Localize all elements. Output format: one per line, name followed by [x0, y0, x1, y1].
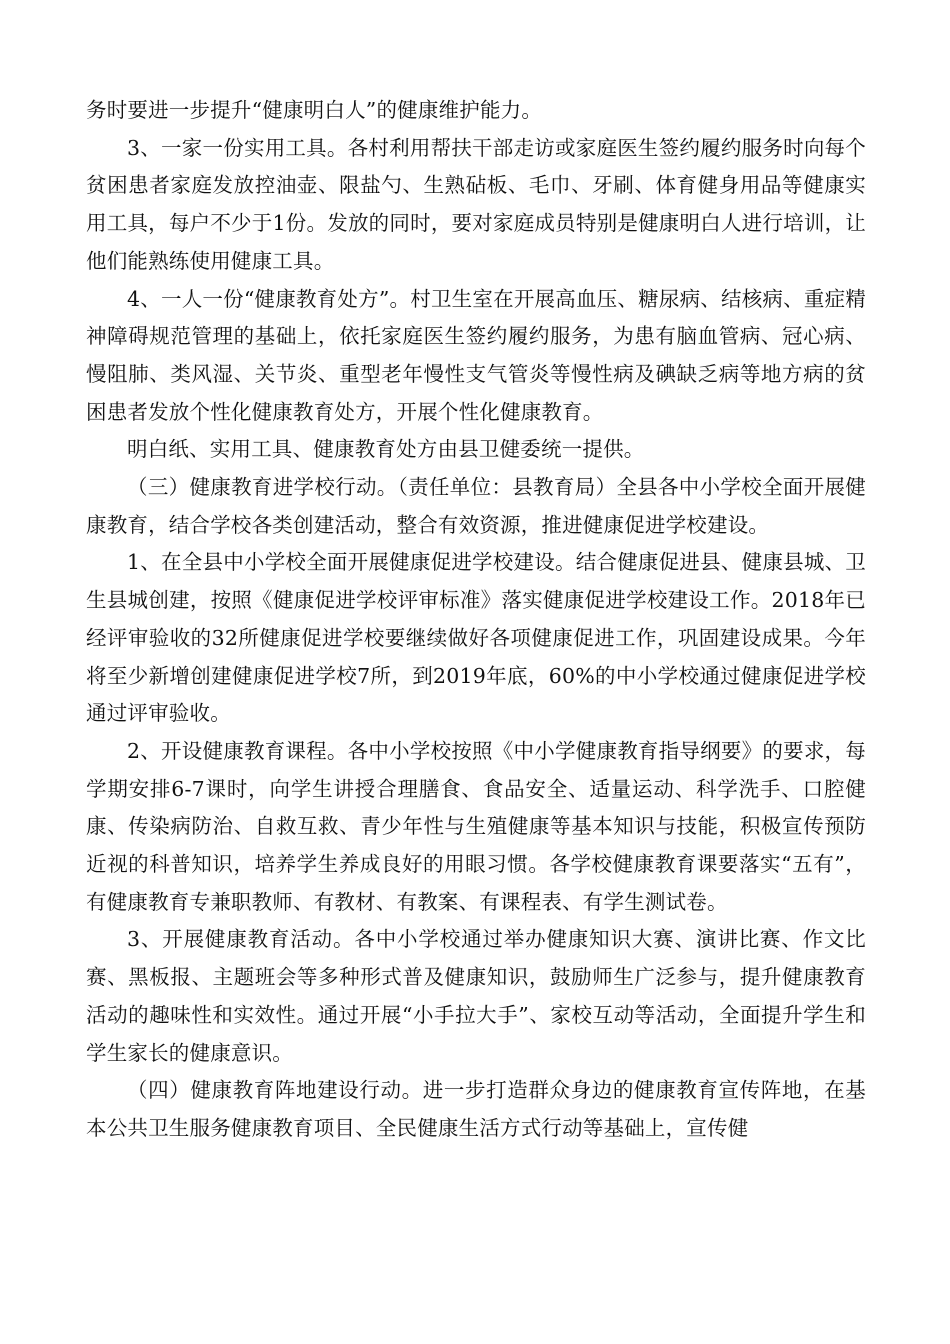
- paragraph-practical-tools: 3、一家一份实用工具。各村利用帮扶干部走访或家庭医生签约履约服务时向每个贫困患者家庭发放控油壶、限盐勺、生熟砧板、毛巾、牙刷、体育健身用品等健康实用工具，每户不少于1份。发放的同时，要对家庭成员特别是健康明白人进行培训，让他们能熟练使用健康工具。: [86, 135, 866, 273]
- paragraph-activities: 3、开展健康教育活动。各中小学校通过举办健康知识大赛、演讲比赛、作文比赛、黑板报、主题班会等多种形式普及健康知识，鼓励师生广泛参与，提升健康教育活动的趣味性和实效性。通过开展“小手拉大手”、家校互动等活动，全面提升学生和学生家长的健康意识。: [86, 927, 866, 1065]
- paragraph-continuation: 务时要进一步提升“健康明白人”的健康维护能力。: [86, 98, 543, 122]
- paragraph-section-schools: （三）健康教育进学校行动。（责任单位：县教育局）全县各中小学校全面开展健康教育，结合学校各类创建活动，整合有效资源，推进健康促进学校建设。: [86, 475, 866, 537]
- paragraph-section-positions: （四）健康教育阵地建设行动。进一步打造群众身边的健康教育宣传阵地，在基本公共卫生服务健康教育项目、全民健康生活方式行动等基础上，宣传健: [86, 1078, 866, 1140]
- paragraph-school-construction: 1、在全县中小学校全面开展健康促进学校建设。结合健康促进县、健康县城、卫生县城创建，按照《健康促进学校评审标准》落实健康促进学校建设工作。2018年已经评审验收的32所健康促进学校要继续做好各项健康促进工作，巩固建设成果。今年将至少新增创建健康促进学校7所，到2019年底，60%的中小学校通过健康促进学校通过评审验收。: [86, 550, 866, 726]
- paragraph-supply-note: 明白纸、实用工具、健康教育处方由县卫健委统一提供。: [127, 437, 645, 462]
- paragraph-health-prescription: 4、一人一份“健康教育处方”。村卫生室在开展高血压、糖尿病、结核病、重症精神障碍规范管理的基础上，依托家庭医生签约履约服务，为患有脑血管病、冠心病、慢阻肺、类风湿、关节炎、重型老年慢性支气管炎等慢性病及碘缺乏病等地方病的贫困患者发放个性化健康教育处方，开展个性化健康教育。: [86, 286, 866, 424]
- paragraph-courses: 2、开设健康教育课程。各中小学校按照《中小学健康教育指导纲要》的要求，每学期安排6-7课时，向学生讲授合理膳食、食品安全、适量运动、科学洗手、口腔健康、传染病防治、自救互救、青少年性与生殖健康等基本知识与技能，积极宣传预防近视的科普知识，培养学生养成良好的用眼习惯。各学校健康教育课要落实“五有”，有健康教育专兼职教师、有教材、有教案、有课程表、有学生测试卷。: [86, 738, 866, 914]
- document-body: [86, 92, 866, 1148]
